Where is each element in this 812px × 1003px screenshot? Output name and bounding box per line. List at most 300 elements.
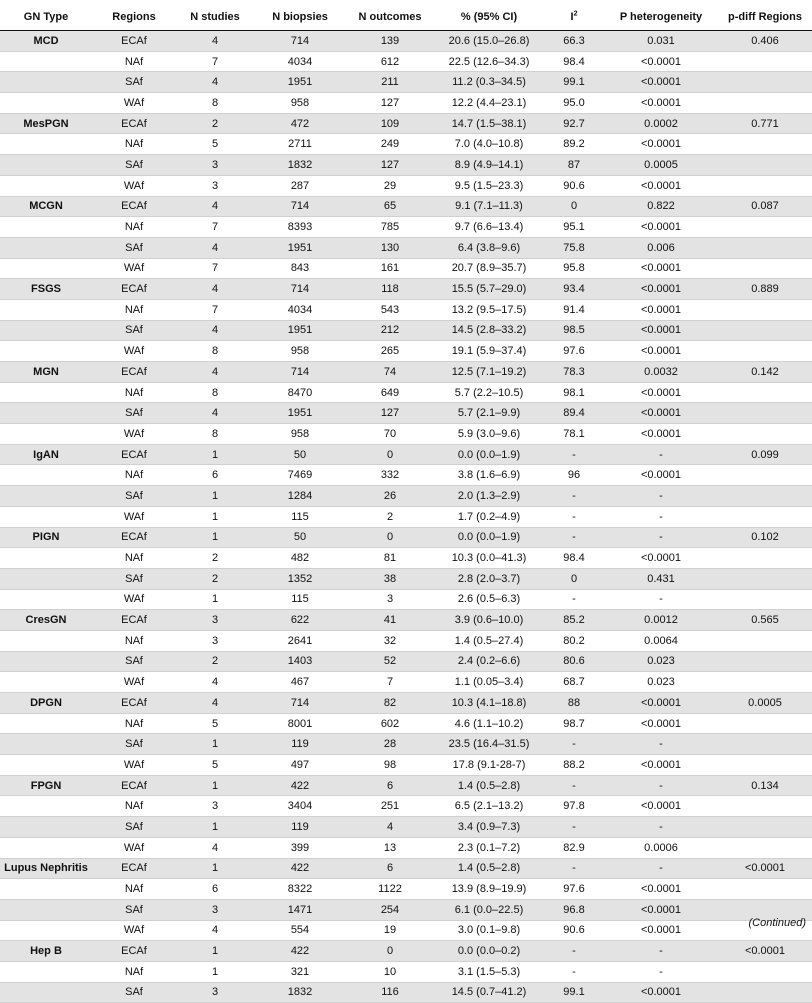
table-row bbox=[0, 258, 812, 279]
table-row bbox=[0, 175, 812, 196]
cell-p-heterogeneity: 0.0012 bbox=[604, 610, 718, 631]
data-table bbox=[0, 4, 812, 1003]
cell-n-outcomes: 127 bbox=[346, 155, 434, 176]
cell-n-biopsies: 399 bbox=[254, 837, 346, 858]
cell-percent-ci: 1.1 (0.05–3.4) bbox=[434, 672, 544, 693]
cell-p-diff-regions bbox=[718, 713, 812, 734]
cell-p-heterogeneity: <0.0001 bbox=[604, 548, 718, 569]
cell-percent-ci: 20.6 (15.0–26.8) bbox=[434, 31, 544, 52]
cell-p-diff-regions bbox=[718, 630, 812, 651]
table-row bbox=[0, 858, 812, 879]
cell-percent-ci: 1.7 (0.2–4.9) bbox=[434, 506, 544, 527]
header-row bbox=[0, 4, 812, 31]
cell-region: ECAf bbox=[92, 31, 176, 52]
cell-percent-ci: 1.4 (0.5–2.8) bbox=[434, 775, 544, 796]
cell-n-biopsies: 1284 bbox=[254, 486, 346, 507]
table-row bbox=[0, 568, 812, 589]
header-i-letter: I bbox=[570, 11, 574, 23]
table-row bbox=[0, 237, 812, 258]
table-row bbox=[0, 320, 812, 341]
cell-gn-type bbox=[0, 568, 92, 589]
table-row bbox=[0, 610, 812, 631]
cell-region: SAf bbox=[92, 982, 176, 1003]
header-gn-type: GN Type bbox=[0, 4, 92, 31]
cell-n-studies: 1 bbox=[176, 817, 254, 838]
cell-i-squared: 88 bbox=[544, 693, 604, 714]
cell-percent-ci: 5.9 (3.0–9.6) bbox=[434, 424, 544, 445]
cell-region: SAf bbox=[92, 651, 176, 672]
cell-n-studies: 8 bbox=[176, 341, 254, 362]
cell-n-outcomes: 38 bbox=[346, 568, 434, 589]
cell-i-squared: 0 bbox=[544, 196, 604, 217]
cell-p-heterogeneity: <0.0001 bbox=[604, 341, 718, 362]
table-row bbox=[0, 734, 812, 755]
cell-gn-type bbox=[0, 837, 92, 858]
cell-p-diff-regions bbox=[718, 134, 812, 155]
cell-n-biopsies: 714 bbox=[254, 279, 346, 300]
cell-percent-ci: 3.9 (0.6–10.0) bbox=[434, 610, 544, 631]
table-row bbox=[0, 299, 812, 320]
cell-percent-ci: 6.4 (3.8–9.6) bbox=[434, 237, 544, 258]
cell-region: NAf bbox=[92, 961, 176, 982]
cell-gn-type: MCD bbox=[0, 31, 92, 52]
cell-p-diff-regions bbox=[718, 734, 812, 755]
table-row bbox=[0, 31, 812, 52]
cell-region: ECAf bbox=[92, 527, 176, 548]
cell-n-studies: 1 bbox=[176, 444, 254, 465]
cell-gn-type bbox=[0, 175, 92, 196]
cell-gn-type bbox=[0, 134, 92, 155]
cell-region: ECAf bbox=[92, 610, 176, 631]
cell-region: SAf bbox=[92, 734, 176, 755]
cell-n-studies: 4 bbox=[176, 362, 254, 383]
cell-p-diff-regions: 0.0005 bbox=[718, 693, 812, 714]
cell-gn-type bbox=[0, 651, 92, 672]
table-row bbox=[0, 982, 812, 1003]
cell-n-outcomes: 785 bbox=[346, 217, 434, 238]
cell-p-heterogeneity: - bbox=[604, 775, 718, 796]
cell-p-diff-regions bbox=[718, 465, 812, 486]
cell-n-biopsies: 1951 bbox=[254, 72, 346, 93]
cell-n-studies: 4 bbox=[176, 693, 254, 714]
cell-n-studies: 4 bbox=[176, 196, 254, 217]
cell-n-studies: 6 bbox=[176, 879, 254, 900]
cell-gn-type bbox=[0, 237, 92, 258]
cell-i-squared: 82.9 bbox=[544, 837, 604, 858]
cell-gn-type bbox=[0, 486, 92, 507]
table-row bbox=[0, 341, 812, 362]
table-row bbox=[0, 879, 812, 900]
cell-n-studies: 6 bbox=[176, 465, 254, 486]
cell-region: ECAf bbox=[92, 693, 176, 714]
cell-region: SAf bbox=[92, 899, 176, 920]
cell-p-diff-regions bbox=[718, 982, 812, 1003]
cell-n-outcomes: 0 bbox=[346, 941, 434, 962]
table-row bbox=[0, 217, 812, 238]
cell-n-biopsies: 119 bbox=[254, 817, 346, 838]
table-header bbox=[0, 4, 812, 31]
cell-gn-type: DPGN bbox=[0, 693, 92, 714]
cell-n-outcomes: 212 bbox=[346, 320, 434, 341]
cell-n-outcomes: 251 bbox=[346, 796, 434, 817]
cell-n-outcomes: 7 bbox=[346, 672, 434, 693]
cell-n-studies: 3 bbox=[176, 630, 254, 651]
cell-n-outcomes: 41 bbox=[346, 610, 434, 631]
header-i-superscript: 2 bbox=[573, 10, 578, 18]
cell-n-outcomes: 161 bbox=[346, 258, 434, 279]
cell-i-squared: - bbox=[544, 941, 604, 962]
table-row bbox=[0, 796, 812, 817]
cell-p-diff-regions bbox=[718, 51, 812, 72]
cell-region: ECAf bbox=[92, 444, 176, 465]
cell-n-outcomes: 70 bbox=[346, 424, 434, 445]
cell-i-squared: 90.6 bbox=[544, 175, 604, 196]
cell-p-diff-regions: 0.102 bbox=[718, 527, 812, 548]
cell-n-studies: 2 bbox=[176, 113, 254, 134]
cell-p-diff-regions bbox=[718, 93, 812, 114]
cell-region: SAf bbox=[92, 72, 176, 93]
cell-gn-type bbox=[0, 713, 92, 734]
cell-region: SAf bbox=[92, 403, 176, 424]
cell-n-outcomes: 649 bbox=[346, 382, 434, 403]
cell-gn-type bbox=[0, 982, 92, 1003]
cell-p-heterogeneity: 0.031 bbox=[604, 31, 718, 52]
table-row bbox=[0, 196, 812, 217]
cell-percent-ci: 2.4 (0.2–6.6) bbox=[434, 651, 544, 672]
cell-gn-type bbox=[0, 217, 92, 238]
cell-p-diff-regions bbox=[718, 320, 812, 341]
cell-p-diff-regions bbox=[718, 796, 812, 817]
cell-region: SAf bbox=[92, 237, 176, 258]
cell-p-heterogeneity: <0.0001 bbox=[604, 879, 718, 900]
cell-i-squared: - bbox=[544, 486, 604, 507]
cell-gn-type: MesPGN bbox=[0, 113, 92, 134]
header-n-biopsies: N biopsies bbox=[254, 4, 346, 31]
cell-region: ECAf bbox=[92, 196, 176, 217]
cell-p-diff-regions bbox=[718, 237, 812, 258]
cell-n-outcomes: 211 bbox=[346, 72, 434, 93]
cell-n-outcomes: 612 bbox=[346, 51, 434, 72]
cell-p-heterogeneity: 0.0002 bbox=[604, 113, 718, 134]
cell-gn-type bbox=[0, 382, 92, 403]
cell-percent-ci: 10.3 (0.0–41.3) bbox=[434, 548, 544, 569]
cell-percent-ci: 20.7 (8.9–35.7) bbox=[434, 258, 544, 279]
cell-p-heterogeneity: - bbox=[604, 858, 718, 879]
cell-n-studies: 8 bbox=[176, 93, 254, 114]
cell-n-studies: 5 bbox=[176, 755, 254, 776]
cell-n-biopsies: 1471 bbox=[254, 899, 346, 920]
cell-n-outcomes: 130 bbox=[346, 237, 434, 258]
cell-gn-type: FPGN bbox=[0, 775, 92, 796]
cell-i-squared: 78.3 bbox=[544, 362, 604, 383]
cell-region: ECAf bbox=[92, 362, 176, 383]
cell-gn-type: CresGN bbox=[0, 610, 92, 631]
cell-n-studies: 3 bbox=[176, 175, 254, 196]
cell-i-squared: 91.4 bbox=[544, 299, 604, 320]
cell-region: ECAf bbox=[92, 279, 176, 300]
header-regions: Regions bbox=[92, 4, 176, 31]
cell-n-biopsies: 714 bbox=[254, 362, 346, 383]
cell-n-biopsies: 714 bbox=[254, 693, 346, 714]
cell-region: NAf bbox=[92, 796, 176, 817]
cell-gn-type bbox=[0, 734, 92, 755]
cell-n-biopsies: 1832 bbox=[254, 155, 346, 176]
cell-p-diff-regions bbox=[718, 258, 812, 279]
cell-n-biopsies: 1951 bbox=[254, 237, 346, 258]
cell-n-studies: 2 bbox=[176, 651, 254, 672]
cell-region: WAf bbox=[92, 755, 176, 776]
table-body bbox=[0, 31, 812, 1003]
cell-p-heterogeneity: - bbox=[604, 486, 718, 507]
cell-n-biopsies: 497 bbox=[254, 755, 346, 776]
cell-percent-ci: 6.5 (2.1–13.2) bbox=[434, 796, 544, 817]
table-row bbox=[0, 486, 812, 507]
cell-region: NAf bbox=[92, 51, 176, 72]
cell-n-biopsies: 958 bbox=[254, 93, 346, 114]
cell-n-biopsies: 50 bbox=[254, 444, 346, 465]
cell-n-outcomes: 332 bbox=[346, 465, 434, 486]
cell-i-squared: - bbox=[544, 444, 604, 465]
cell-percent-ci: 3.4 (0.9–7.3) bbox=[434, 817, 544, 838]
cell-p-diff-regions bbox=[718, 155, 812, 176]
cell-i-squared: 89.2 bbox=[544, 134, 604, 155]
cell-n-studies: 4 bbox=[176, 672, 254, 693]
cell-p-heterogeneity: 0.431 bbox=[604, 568, 718, 589]
cell-n-biopsies: 119 bbox=[254, 734, 346, 755]
cell-gn-type bbox=[0, 920, 92, 941]
cell-percent-ci: 0.0 (0.0–1.9) bbox=[434, 444, 544, 465]
cell-region: ECAf bbox=[92, 775, 176, 796]
table-row bbox=[0, 837, 812, 858]
table-row bbox=[0, 51, 812, 72]
cell-i-squared: 80.6 bbox=[544, 651, 604, 672]
cell-p-diff-regions bbox=[718, 548, 812, 569]
cell-i-squared: 85.2 bbox=[544, 610, 604, 631]
cell-n-biopsies: 3404 bbox=[254, 796, 346, 817]
cell-n-biopsies: 8001 bbox=[254, 713, 346, 734]
table-row bbox=[0, 589, 812, 610]
cell-gn-type bbox=[0, 879, 92, 900]
cell-n-biopsies: 1403 bbox=[254, 651, 346, 672]
cell-n-studies: 1 bbox=[176, 527, 254, 548]
cell-n-outcomes: 254 bbox=[346, 899, 434, 920]
cell-gn-type bbox=[0, 548, 92, 569]
cell-region: NAf bbox=[92, 382, 176, 403]
cell-n-outcomes: 81 bbox=[346, 548, 434, 569]
cell-p-diff-regions: 0.087 bbox=[718, 196, 812, 217]
cell-gn-type bbox=[0, 465, 92, 486]
cell-n-biopsies: 1352 bbox=[254, 568, 346, 589]
cell-region: NAf bbox=[92, 630, 176, 651]
cell-region: NAf bbox=[92, 713, 176, 734]
header-percent-ci: % (95% CI) bbox=[434, 4, 544, 31]
cell-percent-ci: 11.2 (0.3–34.5) bbox=[434, 72, 544, 93]
table-row bbox=[0, 424, 812, 445]
cell-percent-ci: 5.7 (2.2–10.5) bbox=[434, 382, 544, 403]
cell-region: SAf bbox=[92, 817, 176, 838]
cell-n-outcomes: 127 bbox=[346, 403, 434, 424]
table-row bbox=[0, 630, 812, 651]
cell-i-squared: 92.7 bbox=[544, 113, 604, 134]
cell-i-squared: 75.8 bbox=[544, 237, 604, 258]
cell-i-squared: 96.8 bbox=[544, 899, 604, 920]
cell-n-biopsies: 2641 bbox=[254, 630, 346, 651]
cell-gn-type: MGN bbox=[0, 362, 92, 383]
cell-n-biopsies: 8393 bbox=[254, 217, 346, 238]
cell-gn-type: Hep B bbox=[0, 941, 92, 962]
cell-percent-ci: 14.5 (0.7–41.2) bbox=[434, 982, 544, 1003]
cell-percent-ci: 9.1 (7.1–11.3) bbox=[434, 196, 544, 217]
table-row bbox=[0, 134, 812, 155]
cell-p-diff-regions bbox=[718, 299, 812, 320]
cell-i-squared: - bbox=[544, 961, 604, 982]
cell-gn-type: IgAN bbox=[0, 444, 92, 465]
cell-p-heterogeneity: <0.0001 bbox=[604, 299, 718, 320]
cell-p-diff-regions: 0.099 bbox=[718, 444, 812, 465]
table-row bbox=[0, 548, 812, 569]
cell-n-studies: 8 bbox=[176, 424, 254, 445]
cell-percent-ci: 14.5 (2.8–33.2) bbox=[434, 320, 544, 341]
cell-gn-type bbox=[0, 320, 92, 341]
cell-i-squared: 95.1 bbox=[544, 217, 604, 238]
cell-p-heterogeneity: <0.0001 bbox=[604, 920, 718, 941]
cell-percent-ci: 3.0 (0.1–9.8) bbox=[434, 920, 544, 941]
cell-percent-ci: 2.6 (0.5–6.3) bbox=[434, 589, 544, 610]
cell-p-heterogeneity: <0.0001 bbox=[604, 175, 718, 196]
header-n-outcomes: N outcomes bbox=[346, 4, 434, 31]
cell-n-studies: 5 bbox=[176, 134, 254, 155]
cell-n-studies: 4 bbox=[176, 320, 254, 341]
cell-region: WAf bbox=[92, 93, 176, 114]
cell-i-squared: 78.1 bbox=[544, 424, 604, 445]
table-row bbox=[0, 817, 812, 838]
cell-i-squared: 99.1 bbox=[544, 982, 604, 1003]
cell-n-biopsies: 1832 bbox=[254, 982, 346, 1003]
cell-gn-type bbox=[0, 796, 92, 817]
cell-p-diff-regions bbox=[718, 403, 812, 424]
cell-percent-ci: 9.7 (6.6–13.4) bbox=[434, 217, 544, 238]
cell-p-heterogeneity: - bbox=[604, 589, 718, 610]
table-row bbox=[0, 465, 812, 486]
cell-p-diff-regions bbox=[718, 341, 812, 362]
cell-region: NAf bbox=[92, 217, 176, 238]
cell-n-studies: 8 bbox=[176, 382, 254, 403]
cell-gn-type: MCGN bbox=[0, 196, 92, 217]
cell-percent-ci: 0.0 (0.0–1.9) bbox=[434, 527, 544, 548]
cell-i-squared: 89.4 bbox=[544, 403, 604, 424]
cell-n-biopsies: 4034 bbox=[254, 299, 346, 320]
cell-n-studies: 1 bbox=[176, 961, 254, 982]
table-row bbox=[0, 382, 812, 403]
cell-n-outcomes: 118 bbox=[346, 279, 434, 300]
cell-p-diff-regions: <0.0001 bbox=[718, 858, 812, 879]
cell-n-outcomes: 98 bbox=[346, 755, 434, 776]
cell-i-squared: 97.6 bbox=[544, 341, 604, 362]
cell-p-diff-regions: 0.771 bbox=[718, 113, 812, 134]
cell-n-studies: 4 bbox=[176, 837, 254, 858]
cell-n-biopsies: 4034 bbox=[254, 51, 346, 72]
cell-percent-ci: 1.4 (0.5–2.8) bbox=[434, 858, 544, 879]
cell-i-squared: - bbox=[544, 775, 604, 796]
cell-i-squared: 95.0 bbox=[544, 93, 604, 114]
cell-n-studies: 2 bbox=[176, 568, 254, 589]
cell-i-squared: - bbox=[544, 589, 604, 610]
cell-n-biopsies: 482 bbox=[254, 548, 346, 569]
cell-p-diff-regions: 0.406 bbox=[718, 31, 812, 52]
cell-i-squared: 66.3 bbox=[544, 31, 604, 52]
cell-percent-ci: 2.3 (0.1–7.2) bbox=[434, 837, 544, 858]
cell-i-squared: 93.4 bbox=[544, 279, 604, 300]
cell-p-heterogeneity: 0.0032 bbox=[604, 362, 718, 383]
cell-gn-type bbox=[0, 341, 92, 362]
cell-region: WAf bbox=[92, 506, 176, 527]
cell-region: NAf bbox=[92, 879, 176, 900]
cell-n-outcomes: 13 bbox=[346, 837, 434, 858]
cell-p-heterogeneity: <0.0001 bbox=[604, 755, 718, 776]
cell-region: NAf bbox=[92, 465, 176, 486]
cell-i-squared: - bbox=[544, 734, 604, 755]
cell-gn-type bbox=[0, 817, 92, 838]
cell-percent-ci: 10.3 (4.1–18.8) bbox=[434, 693, 544, 714]
cell-n-outcomes: 10 bbox=[346, 961, 434, 982]
cell-n-biopsies: 321 bbox=[254, 961, 346, 982]
cell-i-squared: 97.8 bbox=[544, 796, 604, 817]
cell-n-biopsies: 958 bbox=[254, 424, 346, 445]
cell-p-heterogeneity: <0.0001 bbox=[604, 713, 718, 734]
table-row bbox=[0, 713, 812, 734]
cell-n-biopsies: 2711 bbox=[254, 134, 346, 155]
cell-p-heterogeneity: <0.0001 bbox=[604, 134, 718, 155]
cell-p-heterogeneity: - bbox=[604, 961, 718, 982]
table-row bbox=[0, 403, 812, 424]
cell-p-heterogeneity: <0.0001 bbox=[604, 279, 718, 300]
cell-region: NAf bbox=[92, 134, 176, 155]
cell-n-studies: 3 bbox=[176, 796, 254, 817]
cell-p-heterogeneity: <0.0001 bbox=[604, 899, 718, 920]
cell-region: WAf bbox=[92, 837, 176, 858]
table-row bbox=[0, 899, 812, 920]
header-i-squared bbox=[544, 4, 604, 31]
cell-n-outcomes: 127 bbox=[346, 93, 434, 114]
cell-n-outcomes: 2 bbox=[346, 506, 434, 527]
cell-n-studies: 1 bbox=[176, 589, 254, 610]
cell-n-outcomes: 6 bbox=[346, 775, 434, 796]
cell-n-biopsies: 843 bbox=[254, 258, 346, 279]
table-row bbox=[0, 941, 812, 962]
cell-p-diff-regions: 0.565 bbox=[718, 610, 812, 631]
cell-n-outcomes: 116 bbox=[346, 982, 434, 1003]
cell-n-studies: 4 bbox=[176, 403, 254, 424]
cell-percent-ci: 23.5 (16.4–31.5) bbox=[434, 734, 544, 755]
cell-region: WAf bbox=[92, 341, 176, 362]
cell-gn-type bbox=[0, 258, 92, 279]
cell-n-biopsies: 8322 bbox=[254, 879, 346, 900]
cell-n-outcomes: 139 bbox=[346, 31, 434, 52]
cell-percent-ci: 13.2 (9.5–17.5) bbox=[434, 299, 544, 320]
cell-gn-type bbox=[0, 672, 92, 693]
cell-i-squared: - bbox=[544, 858, 604, 879]
cell-region: WAf bbox=[92, 424, 176, 445]
cell-n-outcomes: 65 bbox=[346, 196, 434, 217]
header-n-studies: N studies bbox=[176, 4, 254, 31]
cell-p-heterogeneity: 0.0006 bbox=[604, 837, 718, 858]
cell-p-heterogeneity: <0.0001 bbox=[604, 382, 718, 403]
cell-percent-ci: 3.1 (1.5–5.3) bbox=[434, 961, 544, 982]
cell-region: WAf bbox=[92, 672, 176, 693]
cell-p-diff-regions bbox=[718, 755, 812, 776]
cell-gn-type bbox=[0, 51, 92, 72]
cell-p-heterogeneity: <0.0001 bbox=[604, 93, 718, 114]
